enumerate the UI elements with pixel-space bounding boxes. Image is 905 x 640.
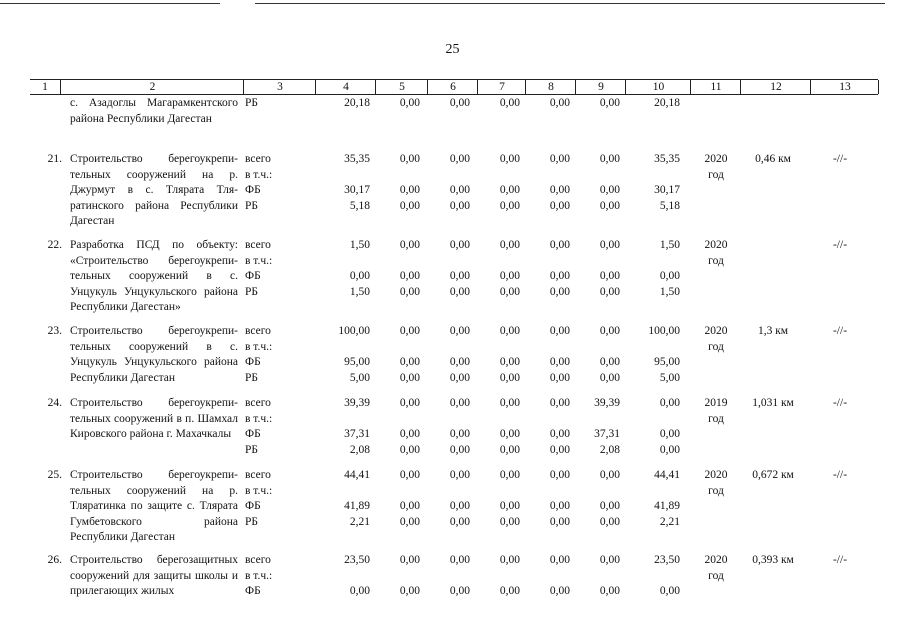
row-name: Строительство берегозащитных сооружений для защиты школы и прилегающих жилых — [70, 554, 238, 597]
row-source: всего — [245, 325, 271, 337]
row-value: 0,00 — [499, 554, 520, 566]
row-value: 0,00 — [499, 239, 520, 251]
row-value: 0,00 — [599, 356, 620, 368]
row-index: 21. — [47, 153, 62, 165]
header-col-6: 6 — [427, 80, 478, 94]
row-value: 41,89 — [344, 500, 370, 512]
row-value: 0,00 — [449, 371, 470, 384]
row-index: 25. — [47, 469, 62, 481]
row-value: 5,18 — [659, 199, 680, 212]
row-source: РБ — [245, 443, 258, 456]
row-value: 0,00 — [449, 153, 470, 165]
row-year: 2020 год — [704, 554, 728, 582]
row-value: 0,00 — [499, 585, 520, 597]
row-value: 0,00 — [399, 239, 420, 251]
row-source: в т.ч.: — [245, 254, 273, 267]
row-source: в т.ч.: — [245, 484, 273, 497]
row-value: 0,00 — [399, 356, 420, 368]
row-source: всего — [245, 153, 271, 165]
row-value: 0,00 — [549, 443, 570, 456]
row-value: 0,00 — [449, 515, 470, 528]
row-source: РБ — [245, 515, 258, 528]
row-length: 0,46 км — [755, 153, 791, 165]
row-source: ФБ — [245, 356, 261, 368]
row-value: 5,18 — [349, 199, 370, 212]
row-value: 0,00 — [549, 184, 570, 196]
row-value: 0,00 — [449, 239, 470, 251]
row-value: 0,00 — [399, 199, 420, 212]
row-source: РБ — [245, 285, 258, 298]
row-value: 0,00 — [599, 239, 620, 251]
table-header — [30, 79, 878, 95]
row-index: 26. — [47, 554, 62, 566]
row-value: 39,39 — [344, 397, 370, 409]
row-value: 0,00 — [549, 585, 570, 597]
row-value: 0,00 — [599, 585, 620, 597]
row-value: 2,21 — [659, 515, 680, 528]
row-source: в т.ч.: — [245, 412, 273, 425]
row-value: 95,00 — [344, 356, 370, 368]
row-value: 0,00 — [499, 371, 520, 384]
row-name: Строительство берегоукрепительных сооружений в п. Шамхал Кировского района г. Махачкалы — [70, 397, 238, 440]
row-name: Разработка ПСД по объекту: «Строительство берегоукрепительных сооружений в с. Унцукуль Унцукульского района Республики Дагестан» — [70, 239, 238, 313]
row-value: 0,00 — [449, 325, 470, 337]
row-value: 0,00 — [399, 469, 420, 481]
row-value: 0,00 — [449, 270, 470, 282]
row-value: 0,00 — [549, 153, 570, 165]
row-value: 0,00 — [599, 515, 620, 528]
row-value: 0,00 — [399, 443, 420, 456]
row-source: всего — [245, 469, 271, 481]
row-value: 0,00 — [449, 428, 470, 440]
row-year: 2020 год — [704, 469, 728, 497]
row-value: 1,50 — [349, 239, 370, 251]
row-length: 0,393 км — [752, 554, 794, 566]
row-value: 0,00 — [499, 184, 520, 196]
row-note: -//- — [832, 397, 848, 409]
row-value: 0,00 — [599, 270, 620, 282]
row-source: всего — [245, 397, 271, 409]
header-col-5: 5 — [375, 80, 428, 94]
row-value: 0,00 — [449, 184, 470, 196]
row-value: 0,00 — [599, 285, 620, 298]
row-index: 22. — [47, 239, 62, 251]
header-col-8: 8 — [525, 80, 576, 94]
row-value: 23,50 — [654, 554, 680, 566]
row-value: 0,00 — [549, 428, 570, 440]
row-value: 0,00 — [659, 443, 680, 456]
row-source: ФБ — [245, 428, 261, 440]
row-value: 0,00 — [599, 199, 620, 212]
header-col-12: 12 — [740, 80, 811, 94]
header-col-1: 1 — [42, 81, 48, 93]
row-source: в т.ч.: — [245, 168, 273, 181]
row-value: 0,00 — [349, 585, 370, 597]
row-value: 0,00 — [599, 97, 620, 109]
row-value: 0,00 — [399, 585, 420, 597]
page-number: 25 — [445, 42, 460, 57]
row-value: 0,00 — [659, 585, 680, 597]
row-year: 2020 год — [704, 239, 728, 267]
row-value: 30,17 — [654, 184, 680, 196]
row-value: 0,00 — [599, 371, 620, 384]
row-year: 2020 год — [704, 153, 728, 181]
row-value: 0,00 — [599, 469, 620, 481]
row-value: 23,50 — [344, 554, 370, 566]
top-rule-right — [255, 3, 885, 4]
row-year: 2019 год — [704, 397, 728, 425]
row-value: 0,00 — [599, 153, 620, 165]
row-value: 1,50 — [659, 239, 680, 251]
row-value: 0,00 — [659, 397, 680, 409]
row-value: 0,00 — [549, 554, 570, 566]
row-source: ФБ — [245, 585, 261, 597]
row-value: 44,41 — [654, 469, 680, 481]
row-value: 0,00 — [549, 270, 570, 282]
row-value: 0,00 — [499, 356, 520, 368]
row-value: 0,00 — [399, 285, 420, 298]
row-value: 0,00 — [499, 428, 520, 440]
row-value: 30,17 — [344, 184, 370, 196]
row-value: 0,00 — [449, 97, 470, 109]
row-source: в т.ч.: — [245, 340, 273, 353]
row-value: 0,00 — [399, 325, 420, 337]
row-value: 20,18 — [654, 97, 680, 109]
row-source: всего — [245, 554, 271, 566]
row-value: 2,08 — [599, 443, 620, 456]
header-col-3: 3 — [243, 80, 316, 94]
row-value: 95,00 — [654, 356, 680, 368]
row-value: 0,00 — [449, 500, 470, 512]
row-value: 0,00 — [499, 285, 520, 298]
header-col-10: 10 — [625, 80, 691, 94]
row-value: 0,00 — [499, 199, 520, 212]
row-value: 0,00 — [399, 270, 420, 282]
row-length: 1,3 км — [757, 325, 789, 337]
row-value: 0,00 — [449, 469, 470, 481]
row-name: с. Азадоглы Магарамкентского района Республики Дагестан — [70, 97, 238, 125]
row-value: 0,00 — [399, 397, 420, 409]
row-index: 24. — [47, 397, 62, 409]
row-value: 41,89 — [654, 500, 680, 512]
row-index: 23. — [47, 325, 62, 337]
row-value: 0,00 — [399, 184, 420, 196]
row-value: 0,00 — [399, 515, 420, 528]
row-value: 2,21 — [349, 515, 370, 528]
row-value: 0,00 — [349, 270, 370, 282]
row-value: 0,00 — [549, 397, 570, 409]
row-source: РБ — [245, 97, 258, 109]
row-note: -//- — [832, 325, 848, 337]
row-value: 5,00 — [349, 371, 370, 384]
header-col-7: 7 — [477, 80, 526, 94]
row-value: 2,08 — [349, 443, 370, 456]
row-value: 0,00 — [499, 97, 520, 109]
row-value: 0,00 — [549, 356, 570, 368]
row-year: 2020 год — [704, 325, 728, 353]
row-value: 39,39 — [594, 397, 620, 409]
row-value: 35,35 — [654, 153, 680, 165]
header-right-border — [878, 80, 879, 94]
row-value: 0,00 — [449, 285, 470, 298]
row-value: 0,00 — [399, 428, 420, 440]
row-value: 0,00 — [449, 585, 470, 597]
row-value: 0,00 — [449, 199, 470, 212]
row-value: 0,00 — [449, 554, 470, 566]
row-value: 0,00 — [599, 325, 620, 337]
row-value: 0,00 — [549, 500, 570, 512]
row-note: -//- — [832, 469, 848, 481]
row-value: 0,00 — [599, 500, 620, 512]
row-value: 0,00 — [399, 554, 420, 566]
row-value: 37,31 — [344, 428, 370, 440]
row-value: 0,00 — [549, 371, 570, 384]
row-value: 0,00 — [499, 443, 520, 456]
row-value: 1,50 — [659, 285, 680, 298]
row-value: 0,00 — [549, 239, 570, 251]
row-source: ФБ — [245, 184, 261, 196]
row-value: 0,00 — [399, 97, 420, 109]
row-value: 0,00 — [449, 397, 470, 409]
row-value: 0,00 — [399, 371, 420, 384]
row-note: -//- — [832, 153, 848, 165]
row-value: 37,31 — [594, 428, 620, 440]
row-value: 0,00 — [499, 153, 520, 165]
header-col-9: 9 — [575, 80, 626, 94]
header-col-11: 11 — [690, 80, 741, 94]
row-value: 100,00 — [338, 325, 370, 337]
header-col-13: 13 — [810, 80, 879, 94]
row-value: 0,00 — [449, 356, 470, 368]
row-value: 20,18 — [344, 97, 370, 109]
row-value: 0,00 — [549, 325, 570, 337]
row-name: Строительство берегоукрепительных сооружений в с. Унцукуль Унцукульского района Республики Дагестан — [70, 325, 238, 384]
row-value: 0,00 — [499, 397, 520, 409]
row-value: 0,00 — [549, 285, 570, 298]
row-value: 0,00 — [599, 184, 620, 196]
header-col-2: 2 — [60, 80, 244, 94]
row-value: 0,00 — [549, 469, 570, 481]
row-value: 0,00 — [399, 153, 420, 165]
top-rule-left — [0, 3, 220, 4]
row-note: -//- — [832, 239, 848, 251]
row-value: 0,00 — [499, 325, 520, 337]
row-source: в т.ч.: — [245, 569, 273, 582]
row-value: 0,00 — [549, 199, 570, 212]
row-value: 0,00 — [499, 469, 520, 481]
row-note: -//- — [832, 554, 848, 566]
row-value: 0,00 — [499, 515, 520, 528]
row-name: Строительство берегоукрепительных сооружений на р. Джурмут в с. Тлярата Тляратинского района Республики Дагестан — [70, 153, 238, 227]
row-value: 0,00 — [499, 270, 520, 282]
row-value: 0,00 — [659, 270, 680, 282]
row-value: 0,00 — [399, 500, 420, 512]
row-value: 100,00 — [648, 325, 680, 337]
row-source: всего — [245, 239, 271, 251]
row-name: Строительство берегоукрепительных сооружений на р. Тляратинка по защите с. Тлярата Гумбетовского района Республики Дагестан — [70, 469, 238, 543]
row-value: 0,00 — [659, 428, 680, 440]
row-value: 0,00 — [549, 97, 570, 109]
header-col-4: 4 — [315, 80, 376, 94]
row-length: 1,031 км — [752, 397, 794, 409]
row-value: 44,41 — [344, 469, 370, 481]
row-source: РБ — [245, 199, 258, 212]
row-value: 1,50 — [349, 285, 370, 298]
row-value: 35,35 — [344, 153, 370, 165]
row-source: ФБ — [245, 270, 261, 282]
row-value: 5,00 — [659, 371, 680, 384]
row-value: 0,00 — [499, 500, 520, 512]
row-value: 0,00 — [549, 515, 570, 528]
row-length: 0,672 км — [752, 469, 794, 481]
row-source: ФБ — [245, 500, 261, 512]
row-value: 0,00 — [449, 443, 470, 456]
row-source: РБ — [245, 371, 258, 384]
row-value: 0,00 — [599, 554, 620, 566]
